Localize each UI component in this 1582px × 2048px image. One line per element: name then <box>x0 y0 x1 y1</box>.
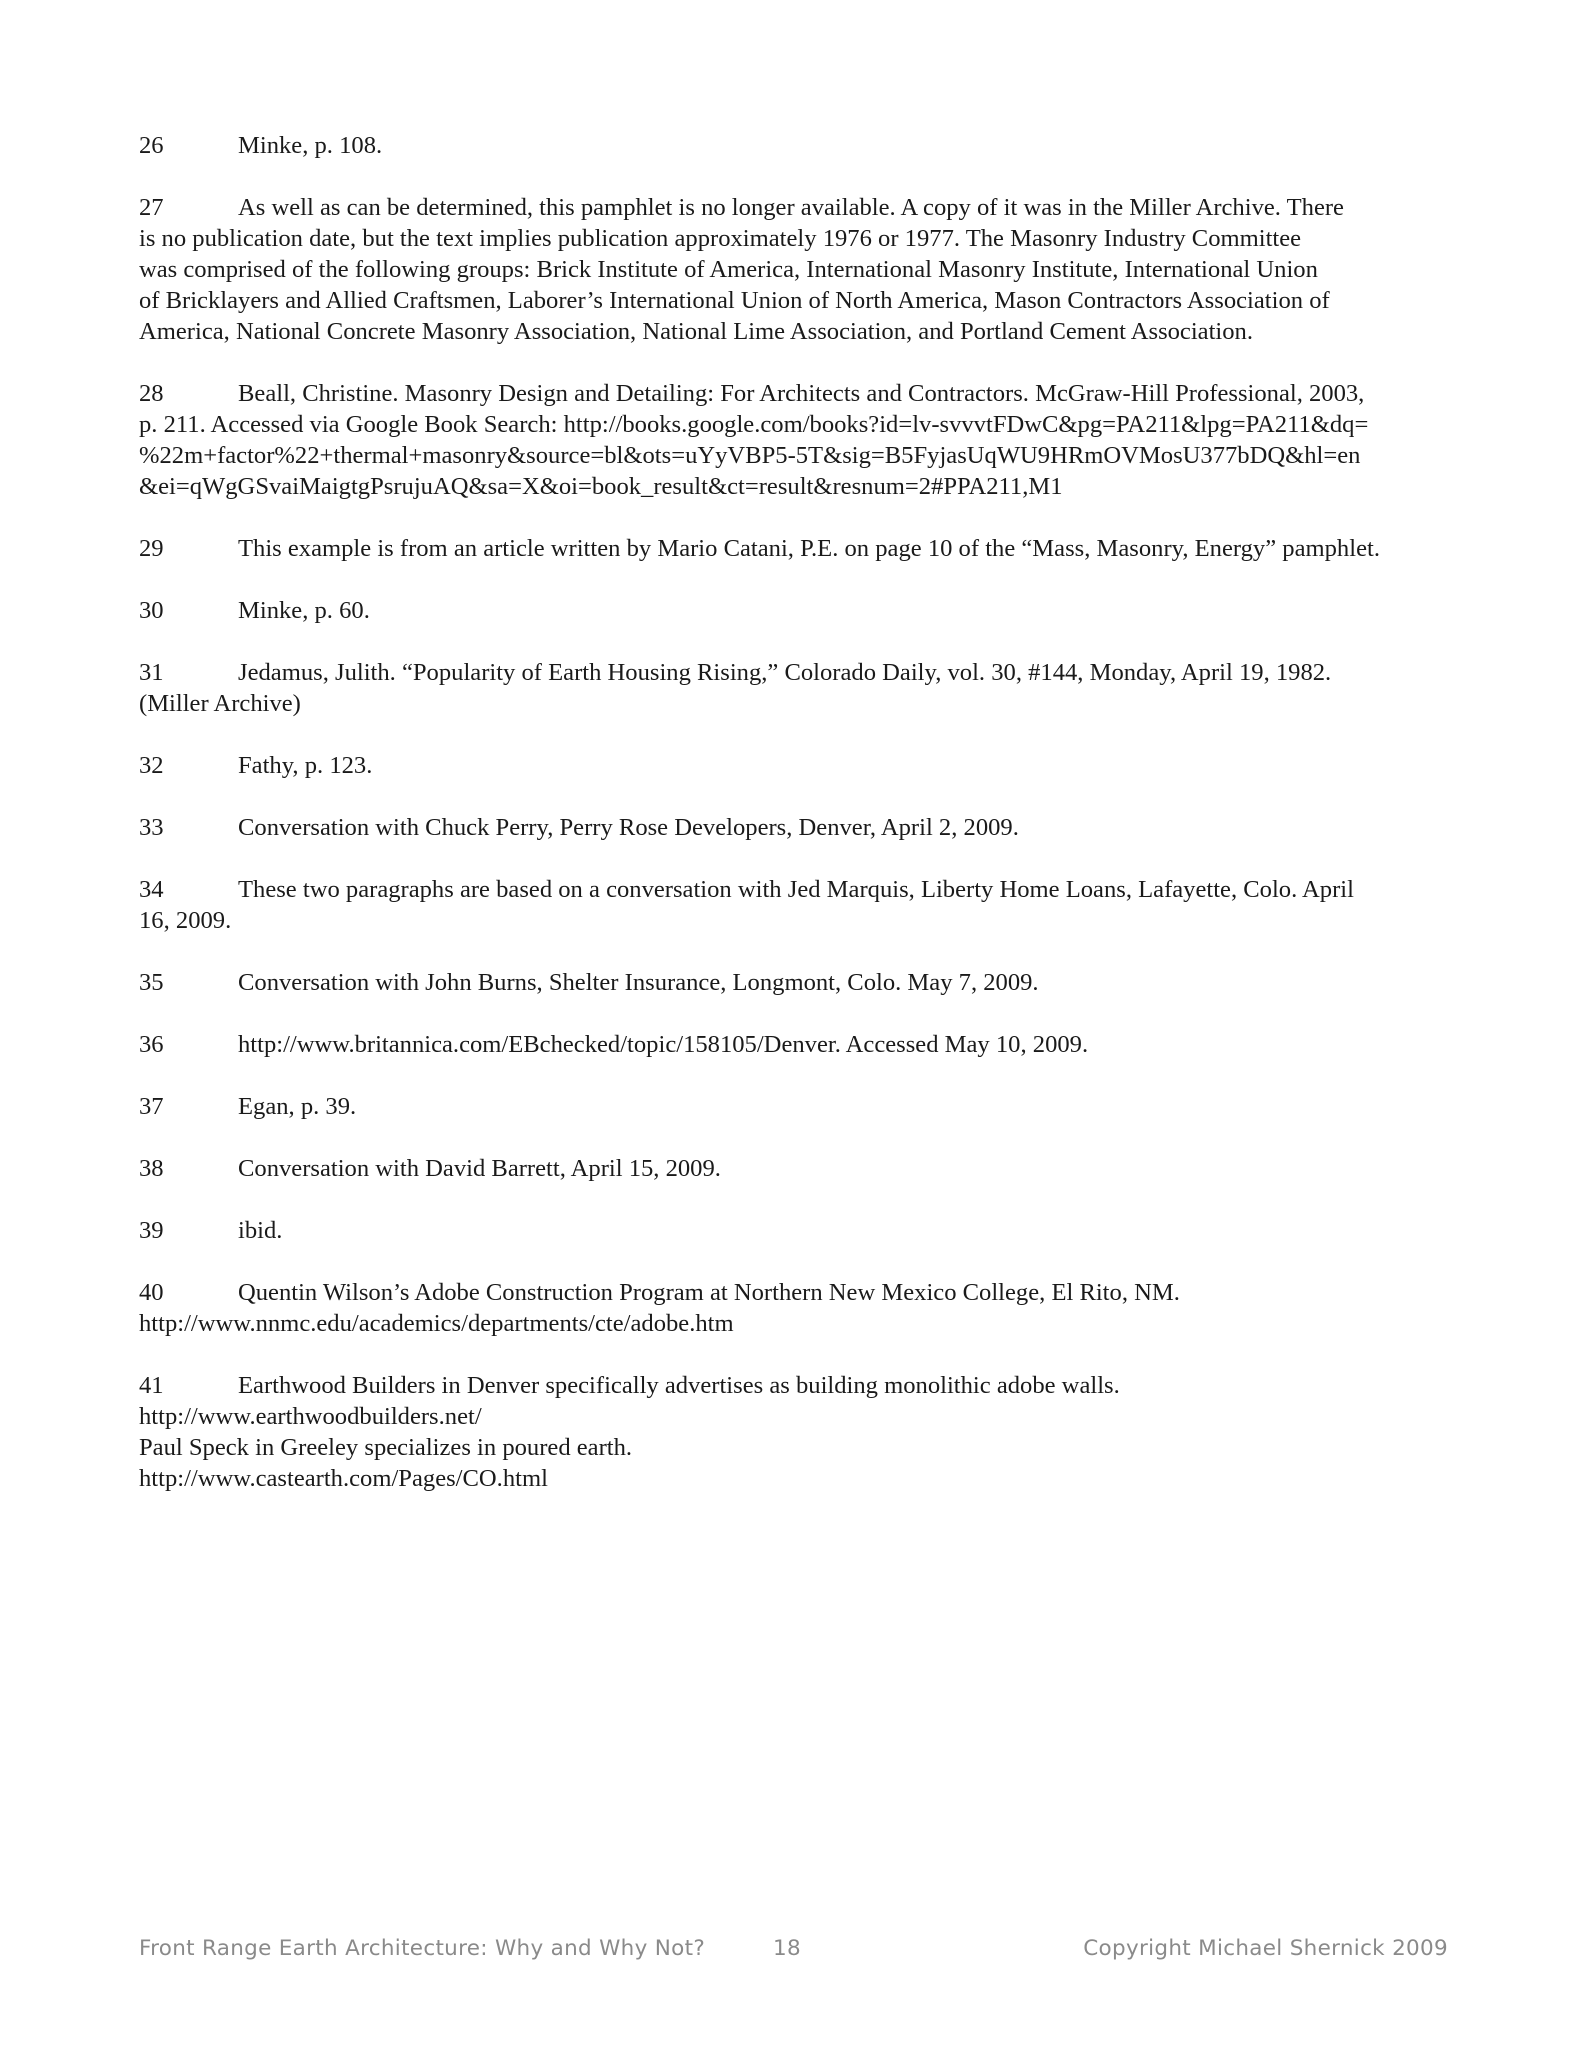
endnote-line <box>139 1029 1449 1060</box>
endnote-number: 36 <box>139 1031 164 1058</box>
endnote-number: 33 <box>139 814 164 841</box>
endnote-line <box>139 750 1449 781</box>
endnote-number: 40 <box>139 1279 164 1306</box>
endnote-line: http://www.nnmc.edu/academics/departments/cte/adobe.htm <box>139 1310 734 1337</box>
endnote-text: Minke, p. 108. <box>238 132 383 159</box>
endnote-text: http://www.britannica.com/EBchecked/topic/158105/Denver. Accessed May 10, 2009. <box>238 1031 1089 1058</box>
endnote-line: &ei=qWgGSvaiMaigtgPsrujuAQ&sa=X&oi=book_result&ct=result&resnum=2#PPA211,M1 <box>139 473 1063 500</box>
endnote-line <box>139 595 1449 626</box>
endnote <box>139 657 1449 719</box>
endnote-number: 27 <box>139 194 164 221</box>
endnote-line <box>139 967 1449 998</box>
endnote-text: Beall, Christine. Masonry Design and Detailing: For Architects and Contractors. McGraw-Hill Professional, 2003, <box>238 380 1365 407</box>
endnote-number: 35 <box>139 969 164 996</box>
endnote-line: is no publication date, but the text implies publication approximately 1976 or 1977. The Masonry Industry Committee <box>139 225 1302 252</box>
endnote-line <box>139 192 1449 223</box>
endnote <box>139 1029 1449 1060</box>
endnote-text: ibid. <box>238 1217 283 1244</box>
endnote <box>139 1277 1449 1339</box>
endnote-line <box>139 1215 1449 1246</box>
endnotes-list <box>139 130 1449 1525</box>
endnote <box>139 1153 1449 1184</box>
endnote <box>139 967 1449 998</box>
endnote-line <box>139 1091 1449 1122</box>
endnote <box>139 1091 1449 1122</box>
endnote-number: 28 <box>139 380 164 407</box>
page-footer <box>0 1936 1582 1966</box>
endnote-number: 34 <box>139 876 164 903</box>
endnote-text: Conversation with Chuck Perry, Perry Rose Developers, Denver, April 2, 2009. <box>238 814 1019 841</box>
endnote <box>139 130 1449 161</box>
endnote-line: 16, 2009. <box>139 907 232 934</box>
endnote-line: %22m+factor%22+thermal+masonry&source=bl&ots=uYyVBP5-5T&sig=B5FyjasUqWU9HRmOVMosU377bDQ&hl=en <box>139 442 1361 469</box>
endnote-number: 37 <box>139 1093 164 1120</box>
endnote-line: http://www.earthwoodbuilders.net/ <box>139 1403 482 1430</box>
endnote-line <box>139 874 1449 905</box>
page-number: 18 <box>773 1936 801 1961</box>
endnote-line <box>139 378 1449 409</box>
endnote-number: 41 <box>139 1372 164 1399</box>
endnote <box>139 812 1449 843</box>
endnote <box>139 1215 1449 1246</box>
endnote <box>139 595 1449 626</box>
endnote-number: 31 <box>139 659 164 686</box>
endnote-line <box>139 1277 1449 1308</box>
endnote-line <box>139 1153 1449 1184</box>
endnote-text: Fathy, p. 123. <box>238 752 373 779</box>
endnote <box>139 533 1449 564</box>
endnote-line: p. 211. Accessed via Google Book Search: http://books.google.com/books?id=lv-svvvtFDwC&pg=PA211&lpg=PA211&dq= <box>139 411 1369 438</box>
endnote <box>139 750 1449 781</box>
endnote-line <box>139 812 1449 843</box>
endnote-number: 39 <box>139 1217 164 1244</box>
endnote <box>139 378 1449 502</box>
endnote-text: Conversation with David Barrett, April 15, 2009. <box>238 1155 721 1182</box>
endnote-number: 30 <box>139 597 164 624</box>
footer-copyright: Copyright Michael Shernick 2009 <box>1083 1936 1448 1961</box>
endnote-line: of Bricklayers and Allied Craftsmen, Laborer’s International Union of North America, Mason Contractors Association of <box>139 287 1330 314</box>
endnote-line: (Miller Archive) <box>139 690 301 717</box>
endnote-number: 32 <box>139 752 164 779</box>
endnote-line: America, National Concrete Masonry Association, National Lime Association, and Portland Cement Association. <box>139 318 1254 345</box>
endnote-number: 29 <box>139 535 164 562</box>
endnote-number: 38 <box>139 1155 164 1182</box>
endnote-text: Minke, p. 60. <box>238 597 370 624</box>
endnote-text: Egan, p. 39. <box>238 1093 357 1120</box>
endnote <box>139 1370 1449 1494</box>
endnote-text: These two paragraphs are based on a conversation with Jed Marquis, Liberty Home Loans, Lafayette, Colo. April <box>238 876 1354 903</box>
endnote-text: Jedamus, Julith. “Popularity of Earth Housing Rising,” Colorado Daily, vol. 30, #144, Monday, April 19, 1982. <box>238 659 1332 686</box>
endnote-line: was comprised of the following groups: Brick Institute of America, International Masonry Institute, International Union <box>139 256 1318 283</box>
endnote-text: Conversation with John Burns, Shelter Insurance, Longmont, Colo. May 7, 2009. <box>238 969 1039 996</box>
endnote-line <box>139 657 1449 688</box>
endnote-text: This example is from an article written by Mario Catani, P.E. on page 10 of the “Mass, Masonry, Energy” pamphlet. <box>238 535 1380 562</box>
endnote-text: Earthwood Builders in Denver specifically advertises as building monolithic adobe walls. <box>238 1372 1120 1399</box>
footer-title: Front Range Earth Architecture: Why and Why Not? <box>139 1936 706 1961</box>
endnote-line <box>139 130 1449 161</box>
endnote-line <box>139 533 1449 564</box>
endnote <box>139 874 1449 936</box>
endnote-line: http://www.castearth.com/Pages/CO.html <box>139 1465 548 1492</box>
endnote-line: Paul Speck in Greeley specializes in poured earth. <box>139 1434 633 1461</box>
endnote-number: 26 <box>139 132 164 159</box>
endnote <box>139 192 1449 347</box>
endnote-text: As well as can be determined, this pamphlet is no longer available. A copy of it was in the Miller Archive. There <box>238 194 1344 221</box>
endnote-text: Quentin Wilson’s Adobe Construction Program at Northern New Mexico College, El Rito, NM. <box>238 1279 1180 1306</box>
endnote-line <box>139 1370 1449 1401</box>
